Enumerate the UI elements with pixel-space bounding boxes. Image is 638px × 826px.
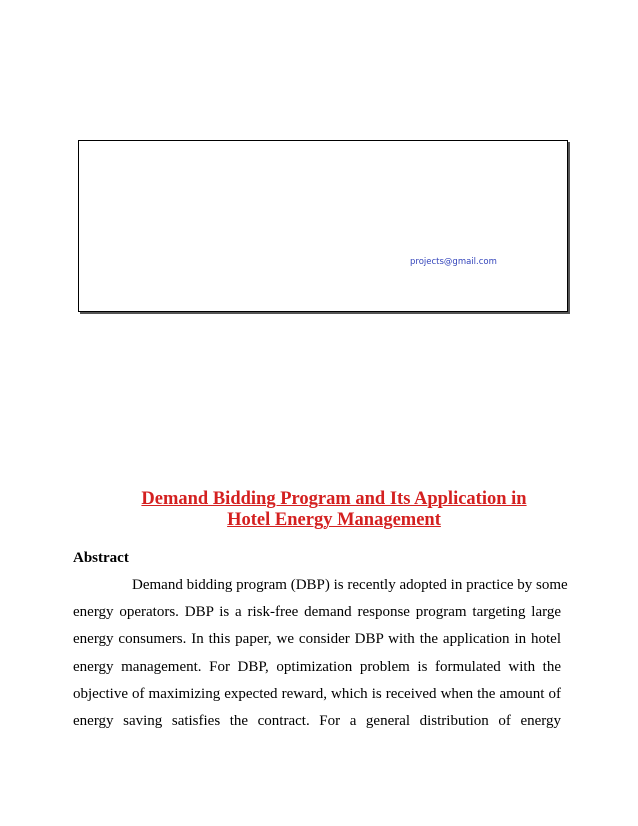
abstract-line: energy operators. DBP is a risk-free demand response program targeting large	[73, 604, 561, 621]
contact-box	[78, 140, 568, 312]
contact-email-link[interactable]: projects@gmail.com	[410, 257, 497, 267]
paper-title-line-1: Demand Bidding Program and Its Application in	[141, 489, 527, 509]
abstract-line: energy consumers. In this paper, we consider DBP with the application in hotel	[73, 631, 561, 648]
abstract-line: Demand bidding program (DBP) is recently adopted in practice by some	[132, 577, 568, 593]
paper-title-line-2: Hotel Energy Management	[227, 510, 441, 530]
abstract-line: energy management. For DBP, optimization problem is formulated with the	[73, 658, 561, 675]
abstract-heading: Abstract	[73, 550, 129, 566]
abstract-body	[73, 572, 568, 735]
paper-title	[74, 489, 594, 531]
abstract-line: objective of maximizing expected reward, which is received when the amount of	[73, 685, 561, 702]
abstract-line: energy saving satisfies the contract. For a general distribution of energy	[73, 713, 561, 730]
